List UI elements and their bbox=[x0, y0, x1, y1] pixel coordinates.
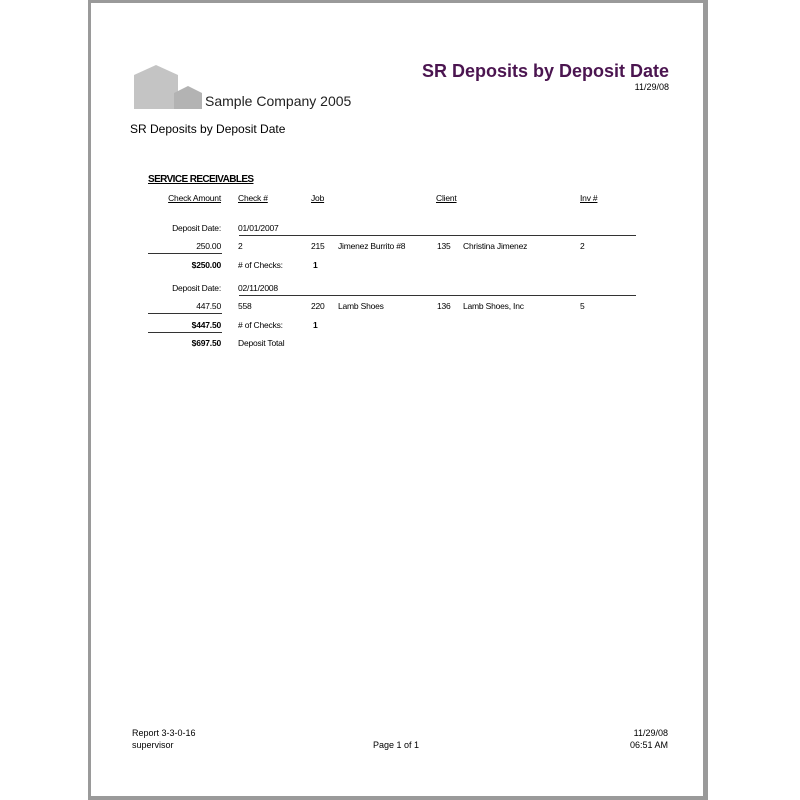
subtotal-divider bbox=[148, 313, 222, 314]
report-date: 11/29/08 bbox=[634, 82, 669, 92]
check-number: 558 bbox=[238, 301, 252, 311]
footer-page-number: Page 1 of 1 bbox=[373, 740, 420, 750]
check-count: 1 bbox=[313, 320, 318, 330]
report-title: SR Deposits by Deposit Date bbox=[421, 61, 669, 81]
client-number: 135 bbox=[437, 241, 451, 251]
job-number: 215 bbox=[311, 241, 325, 251]
col-header-check-amount: Check Amount bbox=[168, 193, 221, 203]
report-subtitle: SR Deposits by Deposit Date bbox=[130, 122, 286, 136]
total-divider bbox=[148, 332, 222, 333]
group-total: $447.50 bbox=[191, 320, 221, 330]
job-name: Jimenez Burrito #8 bbox=[338, 241, 406, 251]
check-count: 1 bbox=[313, 260, 318, 270]
deposit-date-value: 02/11/2008 bbox=[238, 283, 278, 293]
deposit-date-value: 01/01/2007 bbox=[238, 223, 279, 233]
check-amount: 250.00 bbox=[196, 241, 221, 251]
job-number: 220 bbox=[311, 301, 325, 311]
check-count-label: # of Checks: bbox=[238, 260, 283, 270]
col-header-check-no: Check # bbox=[238, 193, 268, 203]
check-amount: 447.50 bbox=[196, 301, 221, 311]
section-heading: SERVICE RECEIVABLES bbox=[148, 174, 254, 185]
deposit-date-label: Deposit Date: bbox=[172, 283, 221, 293]
col-header-client: Client bbox=[436, 193, 457, 203]
invoice-number: 2 bbox=[580, 241, 585, 251]
report-page bbox=[91, 3, 703, 796]
footer-date: 11/29/08 bbox=[633, 728, 668, 738]
subtotal-divider bbox=[148, 253, 222, 254]
job-name: Lamb Shoes bbox=[338, 301, 384, 311]
group-total: $250.00 bbox=[191, 260, 221, 270]
footer-report-id: Report 3-3-0-16 bbox=[132, 728, 196, 738]
invoice-number: 5 bbox=[580, 301, 585, 311]
company-name: Sample Company 2005 bbox=[205, 93, 352, 109]
deposit-total-amount: $697.50 bbox=[191, 338, 221, 348]
client-name: Lamb Shoes, Inc bbox=[463, 301, 524, 311]
col-header-inv: Inv # bbox=[580, 193, 598, 203]
check-number: 2 bbox=[238, 241, 243, 251]
client-number: 136 bbox=[437, 301, 451, 311]
check-count-label: # of Checks: bbox=[238, 320, 283, 330]
deposit-date-label: Deposit Date: bbox=[172, 223, 221, 233]
deposit-total-label: Deposit Total bbox=[238, 338, 285, 348]
col-header-job: Job bbox=[311, 193, 325, 203]
client-name: Christina Jimenez bbox=[463, 241, 528, 251]
footer-time: 06:51 AM bbox=[629, 740, 668, 750]
company-logo-icon bbox=[134, 63, 204, 109]
group-divider bbox=[239, 295, 636, 296]
group-divider bbox=[239, 235, 636, 236]
footer-user: supervisor bbox=[132, 740, 174, 750]
